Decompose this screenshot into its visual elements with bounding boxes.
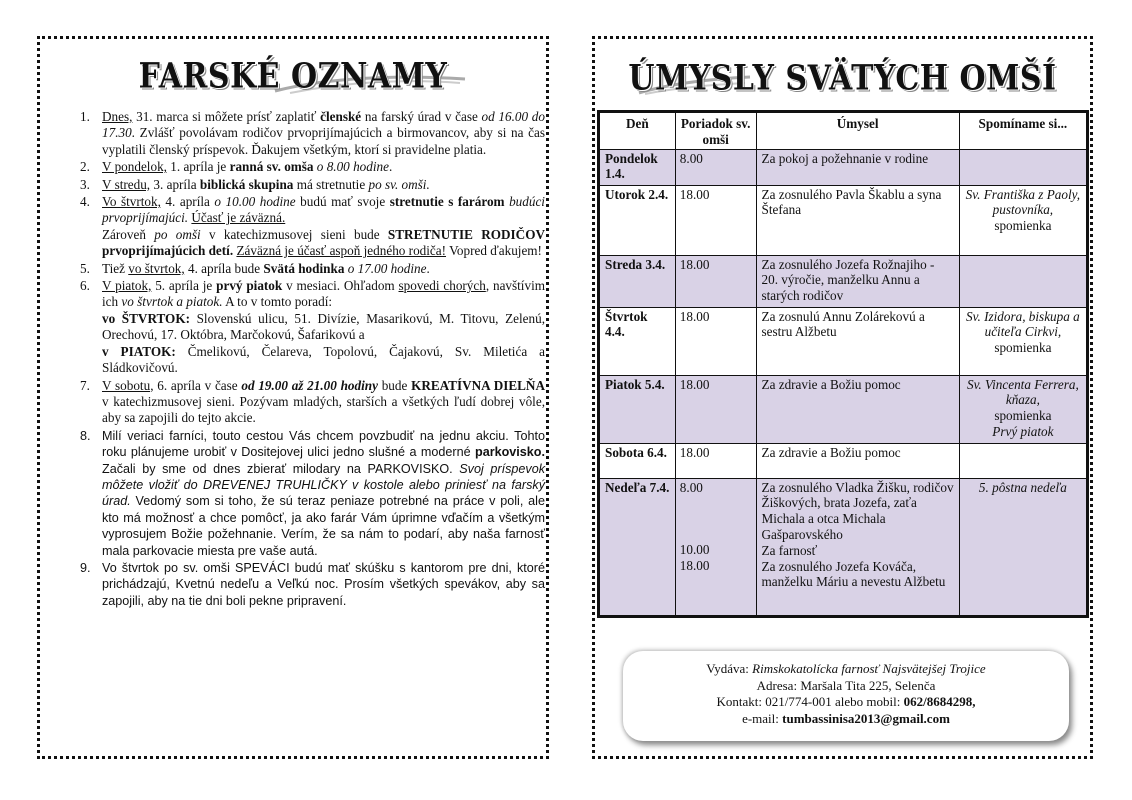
notice-text: Vo štvrtok,: [102, 194, 161, 210]
intent-cell: [756, 478, 959, 616]
notice-item: [80, 261, 545, 277]
table-row: [599, 443, 1088, 478]
notice-text: biblická skupina: [199, 176, 294, 192]
intent-cell: Za zdravie a Božiu pomoc: [756, 375, 959, 443]
notice-text: v katechizmusovej sieni bude: [200, 226, 388, 242]
notice-text: má stretnutie: [293, 176, 369, 192]
intent-text: Za farnosť: [761, 542, 818, 558]
intent-cell: Za zosnulého Pavla Škablu a syna Štefana: [756, 185, 959, 255]
notice-text: Záväzná je účasť aspoň jedného rodiča!: [236, 243, 447, 259]
notice-text: Milí veriaci farníci, touto cestou Vás chcem povzbudiť na jednu akciu. Tohto roku plánujeme urobiť v Dositejovej ulici jedno slušné a moderné: [102, 428, 545, 460]
time-text: 8.00: [679, 479, 703, 495]
day-cell: Sobota 6.4.: [599, 443, 676, 478]
intent-text: Za zosnulého Jozefa Kováča, manželku Máriu a nevestu Alžbetu: [761, 558, 946, 590]
masses-title: ÚMYSLY SVÄTÝCH OMŠÍ: [628, 58, 1057, 99]
time-cell: 8.00: [675, 149, 756, 185]
notice-text: Zároveň: [102, 226, 155, 242]
remember-text: spomienka: [994, 340, 1052, 356]
remember-cell: [959, 255, 1087, 307]
notice-item: [80, 109, 545, 158]
notice-text: budúci prvoprijímajúci.: [102, 194, 545, 226]
notice-text: od 16.00 do 17.30: [102, 109, 545, 141]
notice-text: Účasť je záväzná.: [191, 210, 286, 226]
intent-text: Za zosnulého Vladka Žišku, rodičov Žiškových, brata Jozefa, zaťa Michala a otca Michala Gašparovského: [761, 479, 954, 542]
notice-text: členské: [320, 109, 362, 124]
item-number: 9.: [80, 560, 91, 575]
notice-text: , navštívim ich: [102, 278, 545, 310]
email-label: e-mail:: [742, 710, 783, 726]
item-number: 1.: [80, 109, 90, 124]
notice-text: Začali by sme od dnes zbierať milodary na PARKOVISKO.: [102, 461, 460, 476]
item-number: 5.: [80, 260, 90, 276]
day-cell: Nedeľa 7.4.: [599, 478, 676, 616]
notice-text: Tiež: [102, 260, 129, 276]
table-row: [599, 478, 1088, 616]
notice-item: [80, 194, 545, 260]
remember-text: Sv. Izidora, biskupa a učiteľa Cirkvi,: [966, 308, 1080, 340]
notice-text: 4. apríla bude: [184, 260, 264, 276]
notice-text: parkovisko.: [475, 445, 545, 460]
notice-text: Slovenskú ulicu, 51. Divízie, Masarikovú, M. Titovu, Zelenú, Orechovú, 17. Októbra, Marčokovú, Šafarikovú a: [102, 310, 545, 343]
remember-text: Sv. Františka z Paoly, pustovníka,: [965, 186, 1081, 218]
remember-cell: [959, 307, 1087, 375]
day-cell: Utorok 2.4.: [599, 185, 676, 255]
time-cell: 18.00: [675, 375, 756, 443]
notices-list: [80, 109, 545, 610]
notice-text: po omši: [154, 226, 201, 242]
address-line: Adresa: Maršala Tita 225, Selenča: [756, 677, 936, 693]
time-cell: 18.00: [675, 443, 756, 478]
time-cell: [675, 478, 756, 616]
remember-text: spomienka: [994, 218, 1052, 234]
notice-text: v PIATOK:: [102, 343, 176, 359]
item-number: 4.: [80, 194, 90, 210]
notice-text: Vopred ďakujem!: [446, 243, 542, 259]
contact-label: Kontakt: 021/774-001 alebo mobil:: [716, 694, 904, 710]
notices-panel: [37, 36, 549, 759]
intent-cell: Za pokoj a požehnanie v rodine: [756, 149, 959, 185]
publisher-info-box: [623, 651, 1069, 741]
publisher-line: [623, 661, 1069, 678]
intent-cell: Za zosnulú Annu Zolárekovú a sestru Alžbetu: [756, 307, 959, 375]
notice-text: vo ŠTVRTOK:: [102, 310, 190, 326]
notice-text: po sv. omši.: [368, 176, 430, 192]
notice-text: vo štvrtok,: [128, 260, 185, 276]
remember-cell: 5. pôstna nedeľa: [959, 478, 1087, 616]
notice-text: V pondelok,: [102, 159, 167, 175]
column-header: Poriadok sv. omši: [675, 112, 756, 150]
notice-text: Čmelikovú, Čelareva, Topolovú, Čajakovú, Sv. Miletića a Sládkovičovú.: [102, 343, 545, 376]
item-number: 8.: [80, 428, 91, 443]
notice-text: v katechizmusovej sieni. Pozývam mladých, starších a všetkých ľudí dobrej vôle, aby sa zapojili do tejto akcie.: [102, 393, 545, 426]
notice-text: budú mať svoje: [295, 194, 390, 210]
day-cell: Piatok 5.4.: [599, 375, 676, 443]
column-header: Spomíname si...: [959, 112, 1087, 150]
notice-text: A to v tomto poradí:: [222, 294, 333, 310]
notice-text: V sobotu,: [102, 377, 154, 393]
masses-panel: [592, 36, 1093, 759]
time-cell: 18.00: [675, 185, 756, 255]
notices-title: FARSKÉ OZNAMY: [138, 56, 448, 97]
notice-text: . Zvlášť povolávam rodičov prvoprijímajúcich a birmovancov, aby si na čas vyplatili členský príspevok. Ďakujem všetkým, ktorí si pravidelne platia.: [102, 125, 545, 157]
remember-text: Sv. Vincenta Ferrera, kňaza,: [966, 376, 1079, 408]
notice-text: 6. apríla v čase: [153, 377, 242, 393]
intent-cell: Za zosnulého Jozefa Rožnajiho - 20. výročie, manželku Annu a starých rodičov: [756, 255, 959, 307]
notice-text: vo štvrtok a piatok.: [121, 294, 223, 310]
notice-item: [80, 428, 545, 559]
notice-text: v mesiaci. Ohľadom: [282, 278, 399, 294]
notice-text: Vo štvrtok po sv. omši SPEVÁCI budú mať skúšku s kantorom pre dni, ktoré prichádzajú, Kvetnú nedeľu a Veľkú noc. Prosím všetkých spevákov, aby sa zapojili, aby na tie dni boli pekne pripravení.: [102, 560, 545, 608]
notice-item: [80, 278, 545, 376]
email-address: tumbassinisa2013@gmail.com: [782, 710, 950, 726]
notice-text: o 8.00 hodine: [313, 159, 389, 175]
notice-text: o 17.00 hodine: [344, 260, 427, 276]
remember-text: Prvý piatok: [992, 423, 1054, 439]
day-cell: Streda 3.4.: [599, 255, 676, 307]
notice-text: o 10.00 hodine: [214, 194, 296, 210]
item-number: 6.: [80, 278, 90, 294]
notice-item: [80, 159, 545, 175]
notice-text: V piatok,: [102, 278, 152, 294]
notice-text: prvý piatok: [216, 278, 283, 294]
notice-text: Svoj príspevok môžete vložiť do DREVENEJ TRUHLIČKY v kostole alebo priniesť na farský úrad.: [102, 461, 545, 509]
notice-text: ranná sv. omša: [229, 159, 314, 175]
notice-text: Dnes,: [102, 109, 133, 124]
notice-text: STRETNUTIE RODIČOV prvoprijímajúcich detí.: [102, 226, 545, 259]
table-row: [599, 185, 1088, 255]
table-row: [599, 375, 1088, 443]
notice-text: spovedi chorých: [398, 278, 486, 294]
masses-table: [597, 110, 1089, 618]
publisher-label: Vydáva:: [706, 661, 753, 676]
time-cell: 18.00: [675, 307, 756, 375]
remember-cell: [959, 375, 1087, 443]
notice-text: V stredu,: [102, 176, 151, 192]
remember-text: spomienka: [994, 408, 1052, 424]
notice-text: KREATÍVNA DIELŇA: [411, 377, 545, 393]
item-number: 2.: [80, 159, 90, 175]
notice-text: bude: [377, 377, 412, 393]
notice-text: 31. marca si môžete prísť zaplatiť: [132, 109, 321, 124]
item-number: 7.: [80, 377, 90, 393]
table-row: [599, 307, 1088, 375]
table-row: [599, 149, 1088, 185]
notice-text: .: [426, 260, 430, 276]
day-cell: Štvrtok 4.4.: [599, 307, 676, 375]
contact-line: [623, 694, 1069, 711]
publisher-name: Rimskokatolícka farnosť Najsvätejšej Trojice: [752, 661, 986, 676]
email-line: [623, 711, 1069, 728]
notice-text: 5. apríla je: [151, 278, 217, 294]
notice-text: od 19.00 až 21.00 hodiny: [241, 377, 378, 393]
time-cell: 18.00: [675, 255, 756, 307]
notice-text: 3. apríla: [150, 176, 200, 192]
intent-cell: Za zdravie a Božiu pomoc: [756, 443, 959, 478]
mobile-number: 062/8684298,: [903, 694, 976, 710]
day-cell: Pondelok 1.4.: [599, 149, 676, 185]
table-row: [599, 255, 1088, 307]
time-text: 10.00: [679, 542, 710, 558]
notice-text: 1. apríla je: [166, 159, 230, 175]
remember-cell: [959, 185, 1087, 255]
notice-text: Svätá hodinka: [263, 260, 345, 276]
notice-text: Vedomý som si toho, že sú teraz peniaze potrebné na práce v poli, ale kto má možnosť a chce pomôcť, ja ako farár Vám úprimne vďačím a všetkým vyprosujem Božie požehnanie. Verím, že sa nám to podarí, aby naša farnosť mala parkovacie miesta pre vaše autá.: [102, 494, 545, 558]
item-number: 3.: [80, 176, 90, 192]
time-text: 18.00: [679, 558, 710, 574]
table-header-row: [599, 112, 1088, 150]
remember-cell: [959, 443, 1087, 478]
column-header: Úmysel: [756, 112, 959, 150]
remember-cell: [959, 149, 1087, 185]
notice-item: [80, 560, 545, 609]
notice-item: [80, 378, 545, 427]
notice-text: .: [388, 159, 393, 175]
notice-text: na farský úrad v čase: [361, 109, 482, 124]
notice-text: 4. apríla: [160, 194, 215, 210]
column-header: Deň: [599, 112, 676, 150]
notice-text: stretnutie s farárom: [389, 194, 505, 210]
notice-item: [80, 177, 545, 193]
